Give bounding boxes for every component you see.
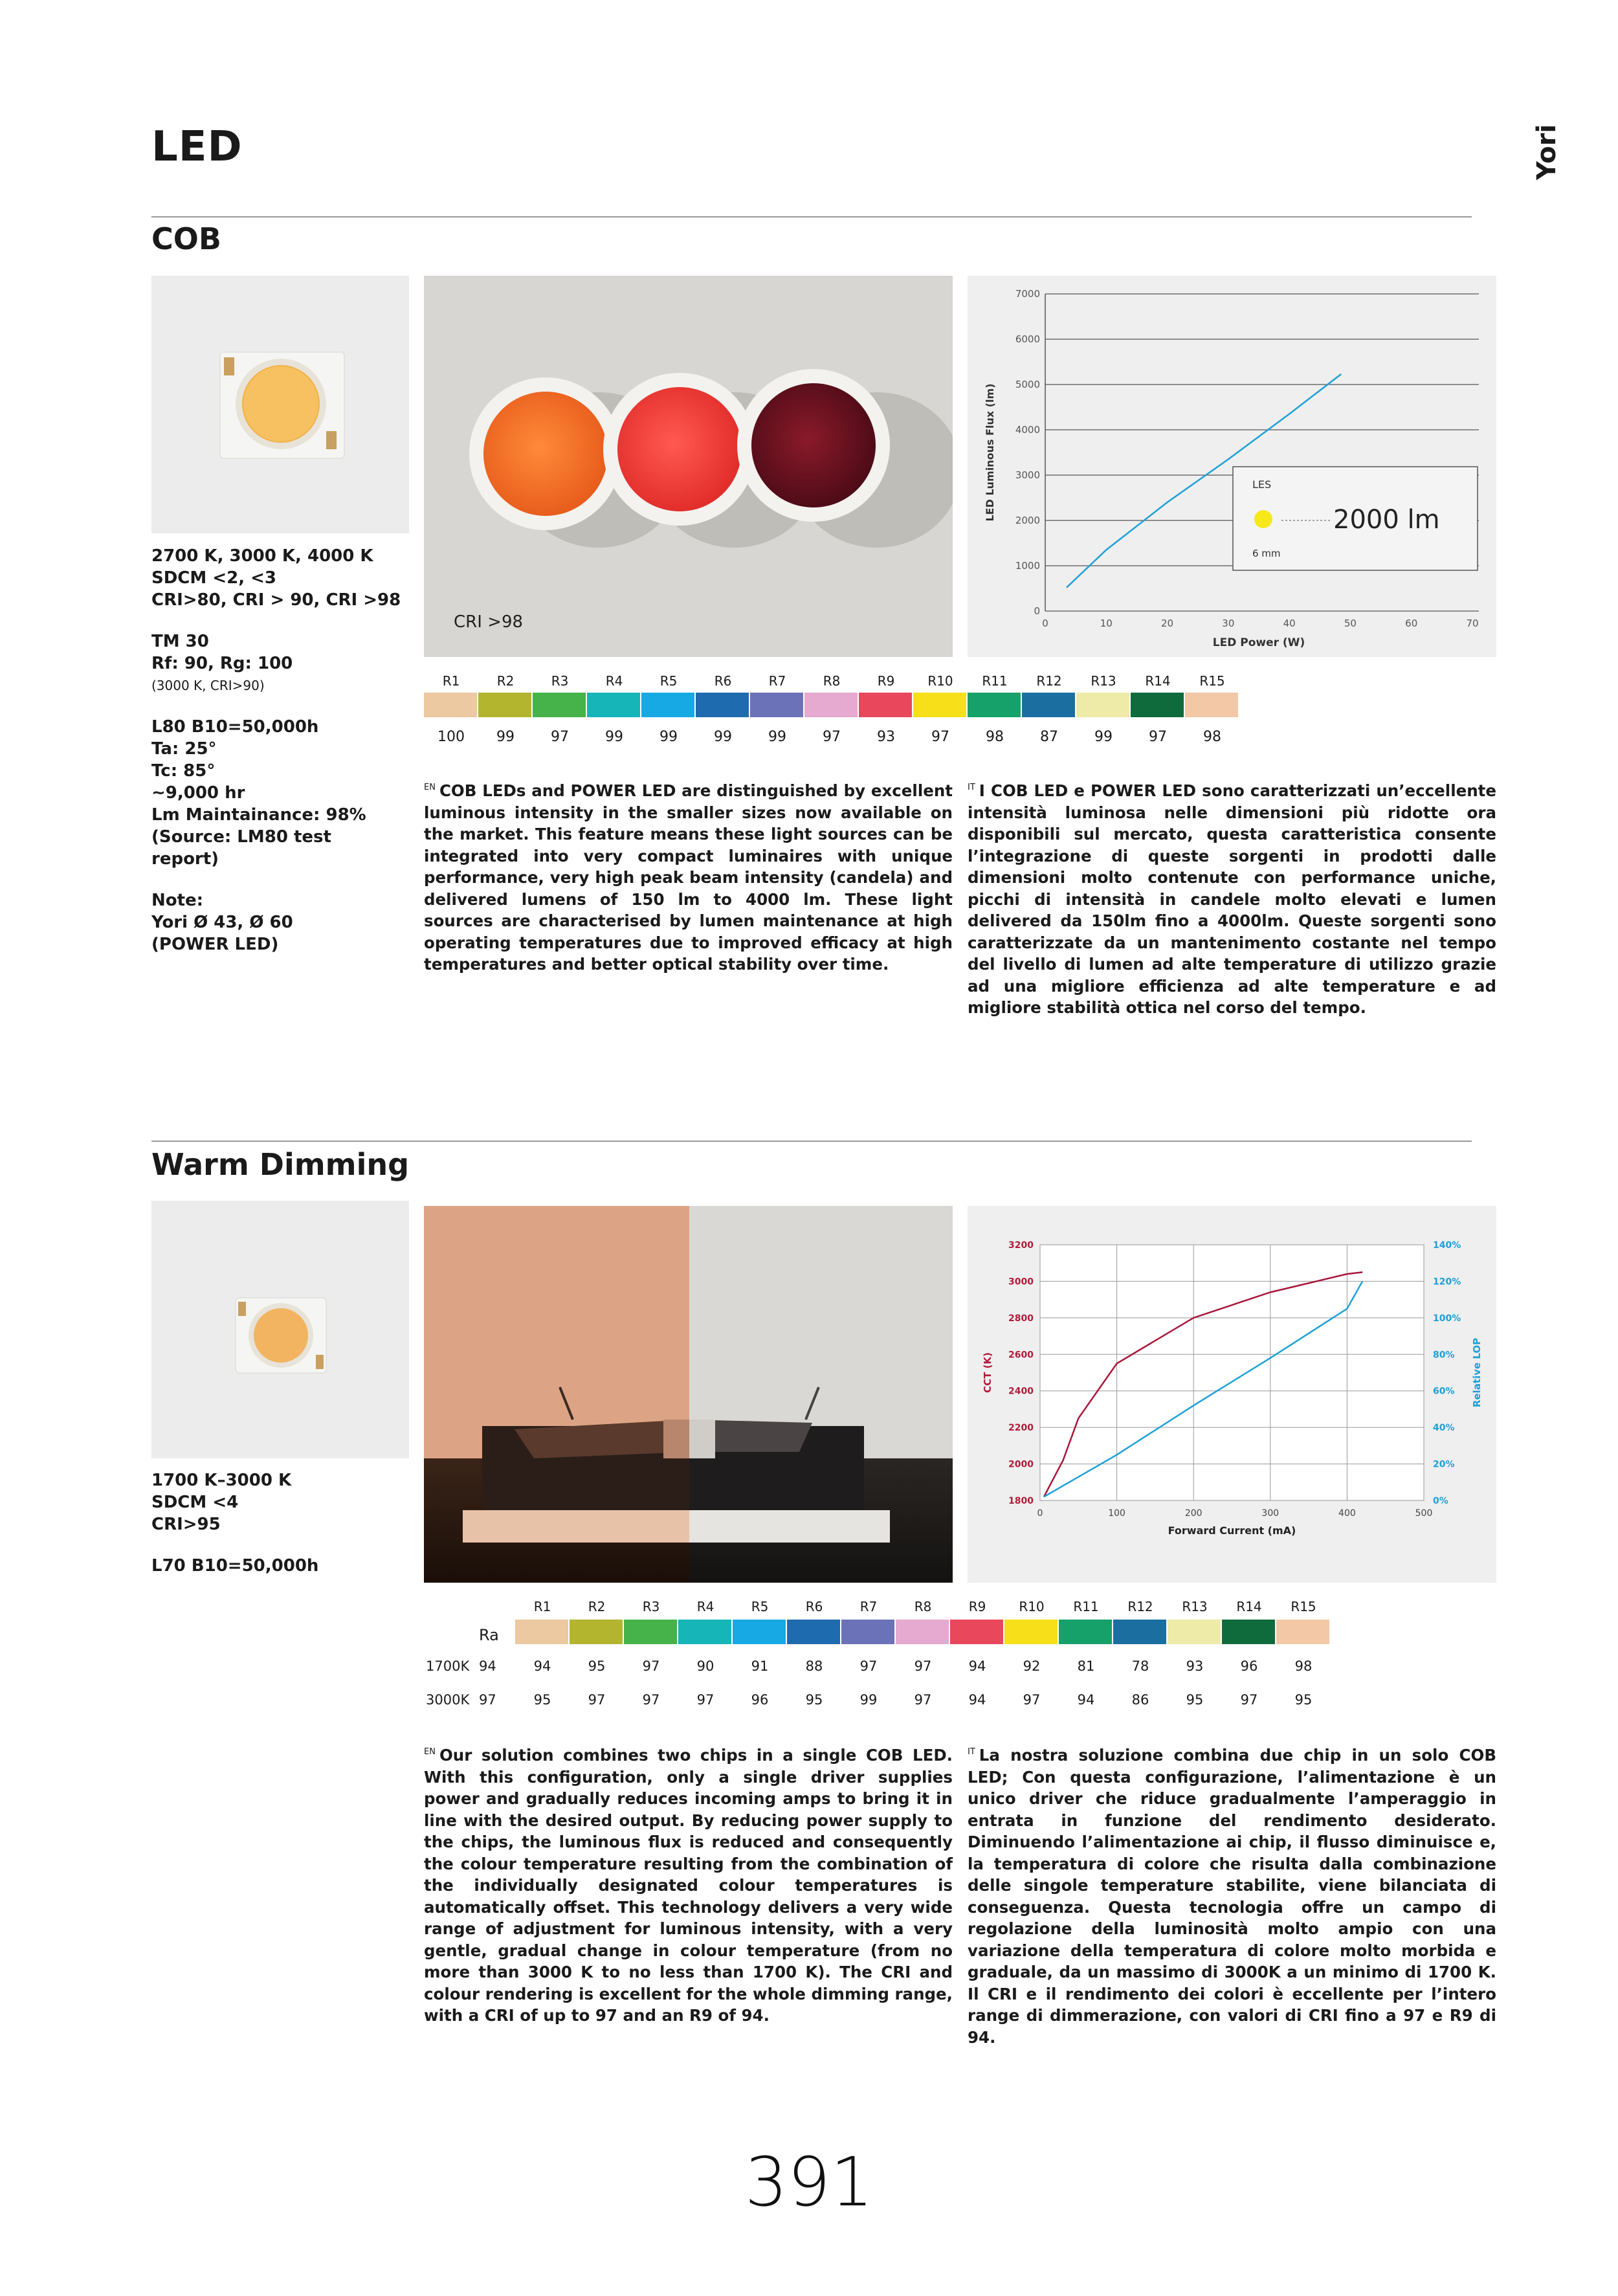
cri-row-ra: 97 [479,1692,496,1708]
legend-title: LES [1252,478,1272,491]
cri-swatch [696,693,749,717]
cob-cups-photo [424,276,953,657]
x-tick-label: 300 [1261,1508,1280,1519]
cri-swatch [587,693,640,717]
x-tick-label: 200 [1184,1508,1202,1519]
cri-swatch [913,693,966,717]
spec-line: SDCM <4 [151,1493,239,1512]
x-tick-label: 60 [1405,618,1418,629]
x-tick-label: 20 [1161,618,1174,629]
spec-line: SDCM <2, <3 [151,568,276,588]
cri-value: 98 [1294,1658,1313,1674]
y2-tick-label: 40% [1433,1423,1455,1434]
cri-swatch [1022,693,1075,717]
x-tick-label: 500 [1415,1508,1433,1519]
cri-swatch [478,693,531,717]
y-tick-label: 4000 [1015,424,1040,436]
cri-value: 95 [1186,1692,1204,1708]
legend-value: 2000 lm [1333,505,1440,535]
y-tick-label: 7000 [1015,288,1040,300]
cri-label: R11 [982,673,1008,689]
spec-line: CRI>80, CRI > 90, CRI >98 [151,590,401,610]
lang-tag: IT [968,783,975,792]
cob-flux-chart [968,276,1496,657]
cri-value: 97 [859,1658,878,1674]
ra-label: Ra [479,1626,499,1644]
cri-value: 92 [1023,1658,1041,1674]
cri-label: R10 [1019,1599,1045,1614]
x-tick-label: 30 [1222,618,1235,629]
cri-label: R3 [642,1599,660,1614]
cri-label: R15 [1199,673,1225,689]
warm-text-en [424,1741,953,2027]
cri-value: 96 [1240,1658,1258,1674]
y2-tick-label: 0% [1433,1496,1448,1506]
cob-text-en [424,777,953,975]
cri-value: 93 [1186,1658,1204,1674]
spec-line: (Source: LM80 test report) [151,827,331,869]
cri-swatch [950,1620,1003,1644]
warm-text-it-body: La nostra soluzione combina due chip in un solo COB LED; Con questa configurazione, l’alimentazione è un unico driver che riduce gradualmente l’amperaggio in entrata in funzione del rendimento desiderato. Diminuendo l’alimentazione ai chip, il flusso diminuisce e, la temperatura di colore che risulta dalla combinazione delle singole temperature stabilite, viene bilanciata di conseguenza. Questa tecnologia offre un campo di regolazione della luminosità molto ampio con una variazione della temperatura di colore molto morbida e graduale, da un massimo di 3000K a un minimo di 1700 K. Il CRI e il rendimento dei colori è eccellente per l’intero range di dimmerazione, con valori di CRI fino a 97 e R9 di 94. [968,1746,1496,2047]
x-tick-label: 10 [1100,618,1113,629]
y-tick-label: 3000 [1008,1276,1034,1287]
cri-value: 95 [588,1658,606,1674]
cri-swatch [1059,1620,1112,1644]
cri-value: 97 [931,729,949,745]
warm-cri-table [414,1599,1385,1715]
cri-value: 86 [1131,1692,1149,1708]
les-circle-icon [1254,510,1272,528]
cri-label: R15 [1291,1599,1316,1614]
cob-text-it-body: I COB LED e POWER LED sono caratterizzati un’eccellente intensità luminosa nelle dimensioni più ridotte ora disponibili sul mercato, questa caratteristica consente l’integrazione di queste sorgenti in prodotti dalle dimensioni molto contenute con performance uniche, picchi di intensità in candele molto elevati e lumen delivered da 150lm fino a 4000lm. Queste sorgenti sono caratterizzate da un mantenimento costante nel tempo del livello di lumen ad alte temperature di utilizzo grazie ad una migliore efficienza ad alte temperature e ad migliore stabilità ottica nel corso del tempo. [968,781,1496,1017]
cob-spec-list [151,545,404,955]
y2-tick-label: 120% [1433,1276,1461,1287]
cri-label: R1 [533,1599,551,1614]
y2-tick-label: 100% [1433,1313,1461,1324]
y2-tick-label: 20% [1433,1459,1455,1470]
cri-value: 78 [1131,1658,1149,1674]
y-axis-label: LED Luminous Flux (lm) [984,383,996,522]
spec-line: (POWER LED) [151,935,279,954]
y2-tick-label: 80% [1433,1350,1455,1361]
x-tick-label: 400 [1338,1508,1356,1519]
spec-line: L70 B10=50,000h [151,1556,319,1576]
cri-swatch [641,693,694,717]
side-tab-label: Yori [1532,124,1562,181]
cri-swatch [515,1620,568,1644]
cri-value: 94 [1077,1692,1095,1708]
cri-swatch [750,693,803,717]
spec-line: 1700 K–3000 K [151,1471,292,1490]
warm-section-title: Warm Dimming [151,1147,410,1182]
cri-label: R4 [605,673,623,689]
cri-value: 97 [1149,729,1167,745]
cri-swatch [533,693,586,717]
page-number: 391 [744,2143,874,2222]
cri-label: R8 [914,1599,932,1614]
y-tick-label: 2600 [1008,1350,1034,1361]
spec-line: TM 30 [151,632,209,651]
cri-swatch [968,693,1021,717]
cri-swatch [1185,693,1238,717]
spec-line: CRI>95 [151,1515,221,1534]
cri-value: 99 [1094,729,1113,745]
spec-line: Tc: 85° [151,761,216,781]
cri-value: 97 [642,1658,660,1674]
y2-axis-label: Relative LOP [1471,1337,1483,1408]
page-title: LED [151,123,243,171]
cri-value: 93 [877,729,895,745]
spec-line: ~9,000 hr [151,783,245,803]
cri-value: 95 [533,1692,551,1708]
y-tick-label: 1800 [1008,1496,1034,1506]
cri-label: R1 [442,673,460,689]
y-tick-label: 3000 [1015,469,1040,481]
spec-line: Rf: 90, Rg: 100 [151,654,293,673]
cob-text-it [968,777,1496,1019]
cri-value: 94 [968,1692,986,1708]
warm-product-image [151,1201,409,1458]
photo-caption: CRI >98 [454,612,524,632]
x-axis-label: LED Power (W) [1212,636,1305,649]
cri-swatch [1131,693,1184,717]
cri-value: 97 [588,1692,606,1708]
y2-tick-label: 140% [1433,1240,1461,1251]
cri-swatch [804,693,858,717]
cri-label: R14 [1236,1599,1262,1614]
cri-value: 94 [533,1658,551,1674]
cri-label: R5 [659,673,678,689]
warm-cct-chart [968,1206,1496,1583]
cri-value: 99 [659,729,678,745]
cri-swatch [424,693,477,717]
cri-swatch [1076,693,1129,717]
y-tick-label: 5000 [1015,379,1040,390]
x-tick-label: 0 [1042,618,1048,629]
plot-area [1040,1245,1424,1500]
cri-label: R7 [859,1599,878,1614]
cri-label: R13 [1182,1599,1208,1614]
cri-label: R14 [1145,673,1171,689]
cri-swatch [624,1620,677,1644]
y-tick-label: 2000 [1015,515,1040,526]
cri-value: 97 [551,729,569,745]
y-tick-label: 1000 [1015,560,1040,572]
cri-value: 99 [714,729,732,745]
warm-text-it [968,1741,1496,2048]
y-tick-label: 2000 [1008,1459,1034,1470]
lang-tag: EN [424,1747,436,1757]
cri-value: 95 [805,1692,823,1708]
cob-section-title: COB [151,221,221,256]
spec-line: Ta: 25° [151,739,217,759]
cri-value: 97 [642,1692,660,1708]
cri-label: R7 [768,673,786,689]
spec-line: 2700 K, 3000 K, 4000 K [151,546,373,566]
spec-line: (3000 K, CRI>90) [151,678,265,693]
cri-value: 99 [605,729,623,745]
cri-swatch [1276,1620,1329,1644]
cri-value: 99 [859,1692,878,1708]
y-tick-label: 2800 [1008,1313,1034,1324]
cri-swatch [1113,1620,1166,1644]
cri-swatch [1004,1620,1058,1644]
cri-value: 98 [1203,729,1221,745]
cri-value: 96 [751,1692,769,1708]
cri-swatch [570,1620,623,1644]
warm-text-en-body: Our solution combines two chips in a single COB LED. With this configuration, only a single driver supplies power and gradually reduces incoming amps to bring it in line with the desired output. By reducing power supply to the chips, the luminous flux is reduced and consequently the colour temperature resulting from the combination of the individually designated colour temperatures is automatically offset. This technology delivers a very wide range of adjustment for luminous intensity, with a very gentle, gradual change in colour temperature (from no more than 3000 K to no less than 1700 K). The CRI and colour rendering is excellent for the whole dimming range, with a CRI of up to 97 and an R9 of 94. [424,1746,953,2025]
x-tick-label: 0 [1037,1508,1043,1519]
legend-size: 6 mm [1252,548,1281,559]
cri-swatch [678,1620,731,1644]
cri-swatch [841,1620,894,1644]
lang-tag: IT [968,1747,975,1757]
cri-value: 97 [914,1692,932,1708]
cri-label: R2 [588,1599,606,1614]
y-tick-label: 2200 [1008,1423,1034,1434]
warm-spec-list [151,1469,404,1577]
cri-value: 97 [1240,1692,1258,1708]
cri-value: 97 [914,1658,932,1674]
cri-value: 90 [696,1658,715,1674]
x-tick-label: 100 [1108,1508,1125,1519]
cri-label: R3 [551,673,569,689]
cri-label: R10 [927,673,953,689]
cri-label: R12 [1036,673,1062,689]
cri-swatch [787,1620,840,1644]
cri-label: R11 [1073,1599,1099,1614]
cri-swatch [733,1620,786,1644]
cob-cri-table [424,673,1265,751]
y-axis-label: CCT (K) [982,1352,993,1393]
cri-label: R12 [1127,1599,1153,1614]
spec-line: Lm Maintainance: 98% [151,805,366,825]
lang-tag: EN [424,783,436,792]
cri-value: 95 [1294,1692,1313,1708]
cri-label: R9 [968,1599,986,1614]
x-tick-label: 50 [1344,618,1357,629]
cri-row-ra: 94 [479,1658,496,1674]
x-tick-label: 70 [1466,618,1479,629]
cri-label: R2 [496,673,515,689]
cri-label: R9 [877,673,895,689]
cri-value: 94 [968,1658,986,1674]
x-axis-label: Forward Current (mA) [1168,1524,1296,1537]
cri-label: R13 [1091,673,1116,689]
cri-value: 97 [696,1692,715,1708]
cri-value: 91 [751,1658,769,1674]
y-tick-label: 3200 [1008,1240,1034,1251]
cri-value: 98 [986,729,1004,745]
cri-label: R4 [696,1599,715,1614]
cob-product-image [151,276,409,533]
cri-row-name: 3000K [426,1692,470,1708]
x-tick-label: 40 [1283,618,1296,629]
cri-swatch [1222,1620,1275,1644]
cri-value: 97 [1023,1692,1041,1708]
cri-value: 99 [768,729,786,745]
cri-value: 99 [496,729,515,745]
cri-value: 88 [805,1658,823,1674]
cri-value: 81 [1077,1658,1095,1674]
cri-swatch [896,1620,949,1644]
spec-line: Yori Ø 43, Ø 60 [151,913,293,932]
y-tick-label: 2400 [1008,1386,1034,1397]
cri-swatch [859,693,912,717]
cri-swatch [1168,1620,1221,1644]
cri-row-name: 1700K [426,1658,470,1674]
y-tick-label: 0 [1034,605,1040,617]
cri-label: R6 [714,673,732,689]
spec-line: L80 B10=50,000h [151,717,319,737]
cri-value: 87 [1040,729,1058,745]
section-divider [151,216,1472,217]
spec-line: Note: [151,891,204,910]
cri-label: R6 [805,1599,823,1614]
section-divider [151,1141,1472,1142]
y-tick-label: 6000 [1015,333,1040,345]
cri-label: R8 [823,673,841,689]
warm-bedroom-photo [424,1206,953,1583]
y2-tick-label: 60% [1433,1386,1455,1397]
cri-label: R5 [751,1599,769,1614]
cri-value: 100 [438,729,465,745]
cri-value: 97 [823,729,841,745]
cob-text-en-body: COB LEDs and POWER LED are distinguished by excellent luminous intensity in the smaller sizes now available on the market. This feature means these light sources can be integrated into very compact luminaires with unique performance, very high peak beam intensity (candela) and delivered lumens of 150 lm to 4000 lm. These light sources are characterised by lumen maintenance at high operating temperatures due to improved efficacy at high temperatures and better optical stability over time. [424,781,953,974]
